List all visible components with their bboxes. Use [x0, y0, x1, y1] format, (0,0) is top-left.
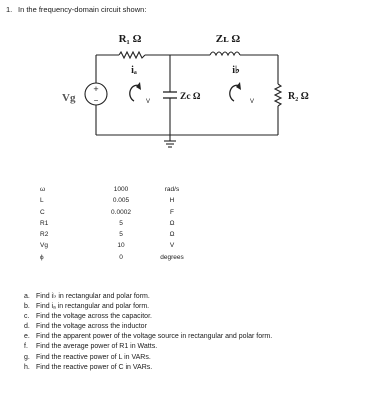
zc-capacitor	[163, 92, 177, 98]
parameter-unit: V	[169, 242, 175, 250]
circuit-diagram	[0, 0, 389, 180]
question-text: Find the voltage across the inductor	[36, 323, 147, 331]
question-letter: b.	[24, 303, 30, 311]
zl-label: Zʟ Ω	[215, 33, 241, 45]
v-label-right: V	[249, 99, 255, 105]
parameter-unit: degrees	[160, 253, 184, 261]
parameter-value: 5	[119, 219, 123, 227]
mesh-current-b-arrowhead-icon	[236, 82, 241, 90]
question-item	[24, 363, 272, 373]
question-text: Find the voltage across the capacitor.	[36, 313, 152, 321]
question-item	[24, 332, 272, 342]
parameter-symbol: L	[40, 197, 44, 205]
source-plus-sign: +	[93, 84, 99, 94]
parameter-symbol: Vg	[40, 242, 48, 250]
parameter-symbol: ω	[40, 186, 46, 193]
question-letter: g.	[24, 353, 30, 361]
question-letter: h.	[24, 363, 30, 371]
question-letter: c.	[24, 313, 30, 321]
parameter-unit: H	[169, 197, 175, 205]
parameter-value: 0	[119, 253, 123, 261]
parameter-value: 1000	[113, 186, 129, 193]
question-item	[24, 312, 272, 322]
v-label-left: V	[145, 99, 151, 105]
question-item	[24, 342, 272, 352]
question-text: Find the reactive power of C in VARs.	[36, 363, 153, 371]
zc-label: Zc Ω	[180, 92, 201, 102]
question-text: Find the apparent power of the voltage source in rectangular and polar form.	[36, 333, 273, 341]
question-list	[24, 292, 272, 373]
question-letter: e.	[24, 333, 30, 341]
r1-label: R₁ Ω	[118, 33, 142, 45]
question-letter: a.	[24, 293, 30, 300]
ib-label: i♭	[232, 65, 240, 76]
parameter-symbol: R2	[40, 231, 49, 239]
r2-label: R₂ Ω	[288, 91, 309, 102]
question-title: In the frequency-domain circuit shown:	[18, 5, 147, 14]
parameter-unit: F	[170, 208, 174, 216]
parameter-unit: Ω	[169, 231, 175, 239]
question-letter: f.	[24, 343, 28, 351]
question-text: Find iₐ in rectangular and polar form.	[36, 303, 150, 311]
parameter-symbol: R1	[40, 219, 49, 227]
source-minus-sign: −	[93, 96, 99, 105]
question-letter: d.	[24, 323, 30, 331]
parameter-value: 0.0002	[111, 208, 131, 216]
question-item	[24, 322, 272, 332]
question-number: 1.	[6, 5, 13, 14]
vg-label: Vg	[62, 92, 76, 104]
r2-resistor	[275, 84, 281, 106]
parameter-value: 10	[117, 242, 125, 250]
zl-inductor	[210, 52, 240, 55]
r1-resistor	[119, 52, 145, 58]
question-text: Find the reactive power of L in VARs.	[36, 353, 151, 361]
ia-label: iₐ	[131, 65, 137, 76]
question-text: Find i♭ in rectangular and polar form.	[36, 293, 150, 300]
parameter-value: 0.005	[112, 197, 130, 205]
parameter-symbol: ϕ	[40, 253, 44, 261]
mesh-current-a-arrowhead-icon	[136, 82, 141, 90]
ground-icon	[164, 141, 176, 147]
question-text: Find the average power of R1 in Watts.	[36, 343, 158, 351]
parameter-unit: Ω	[169, 219, 175, 227]
question-item	[24, 353, 272, 363]
question-item	[24, 302, 272, 312]
question-item	[24, 292, 272, 302]
parameter-symbol: C	[40, 208, 45, 216]
parameter-unit: rad/s	[164, 186, 180, 193]
parameter-value: 5	[119, 231, 123, 239]
